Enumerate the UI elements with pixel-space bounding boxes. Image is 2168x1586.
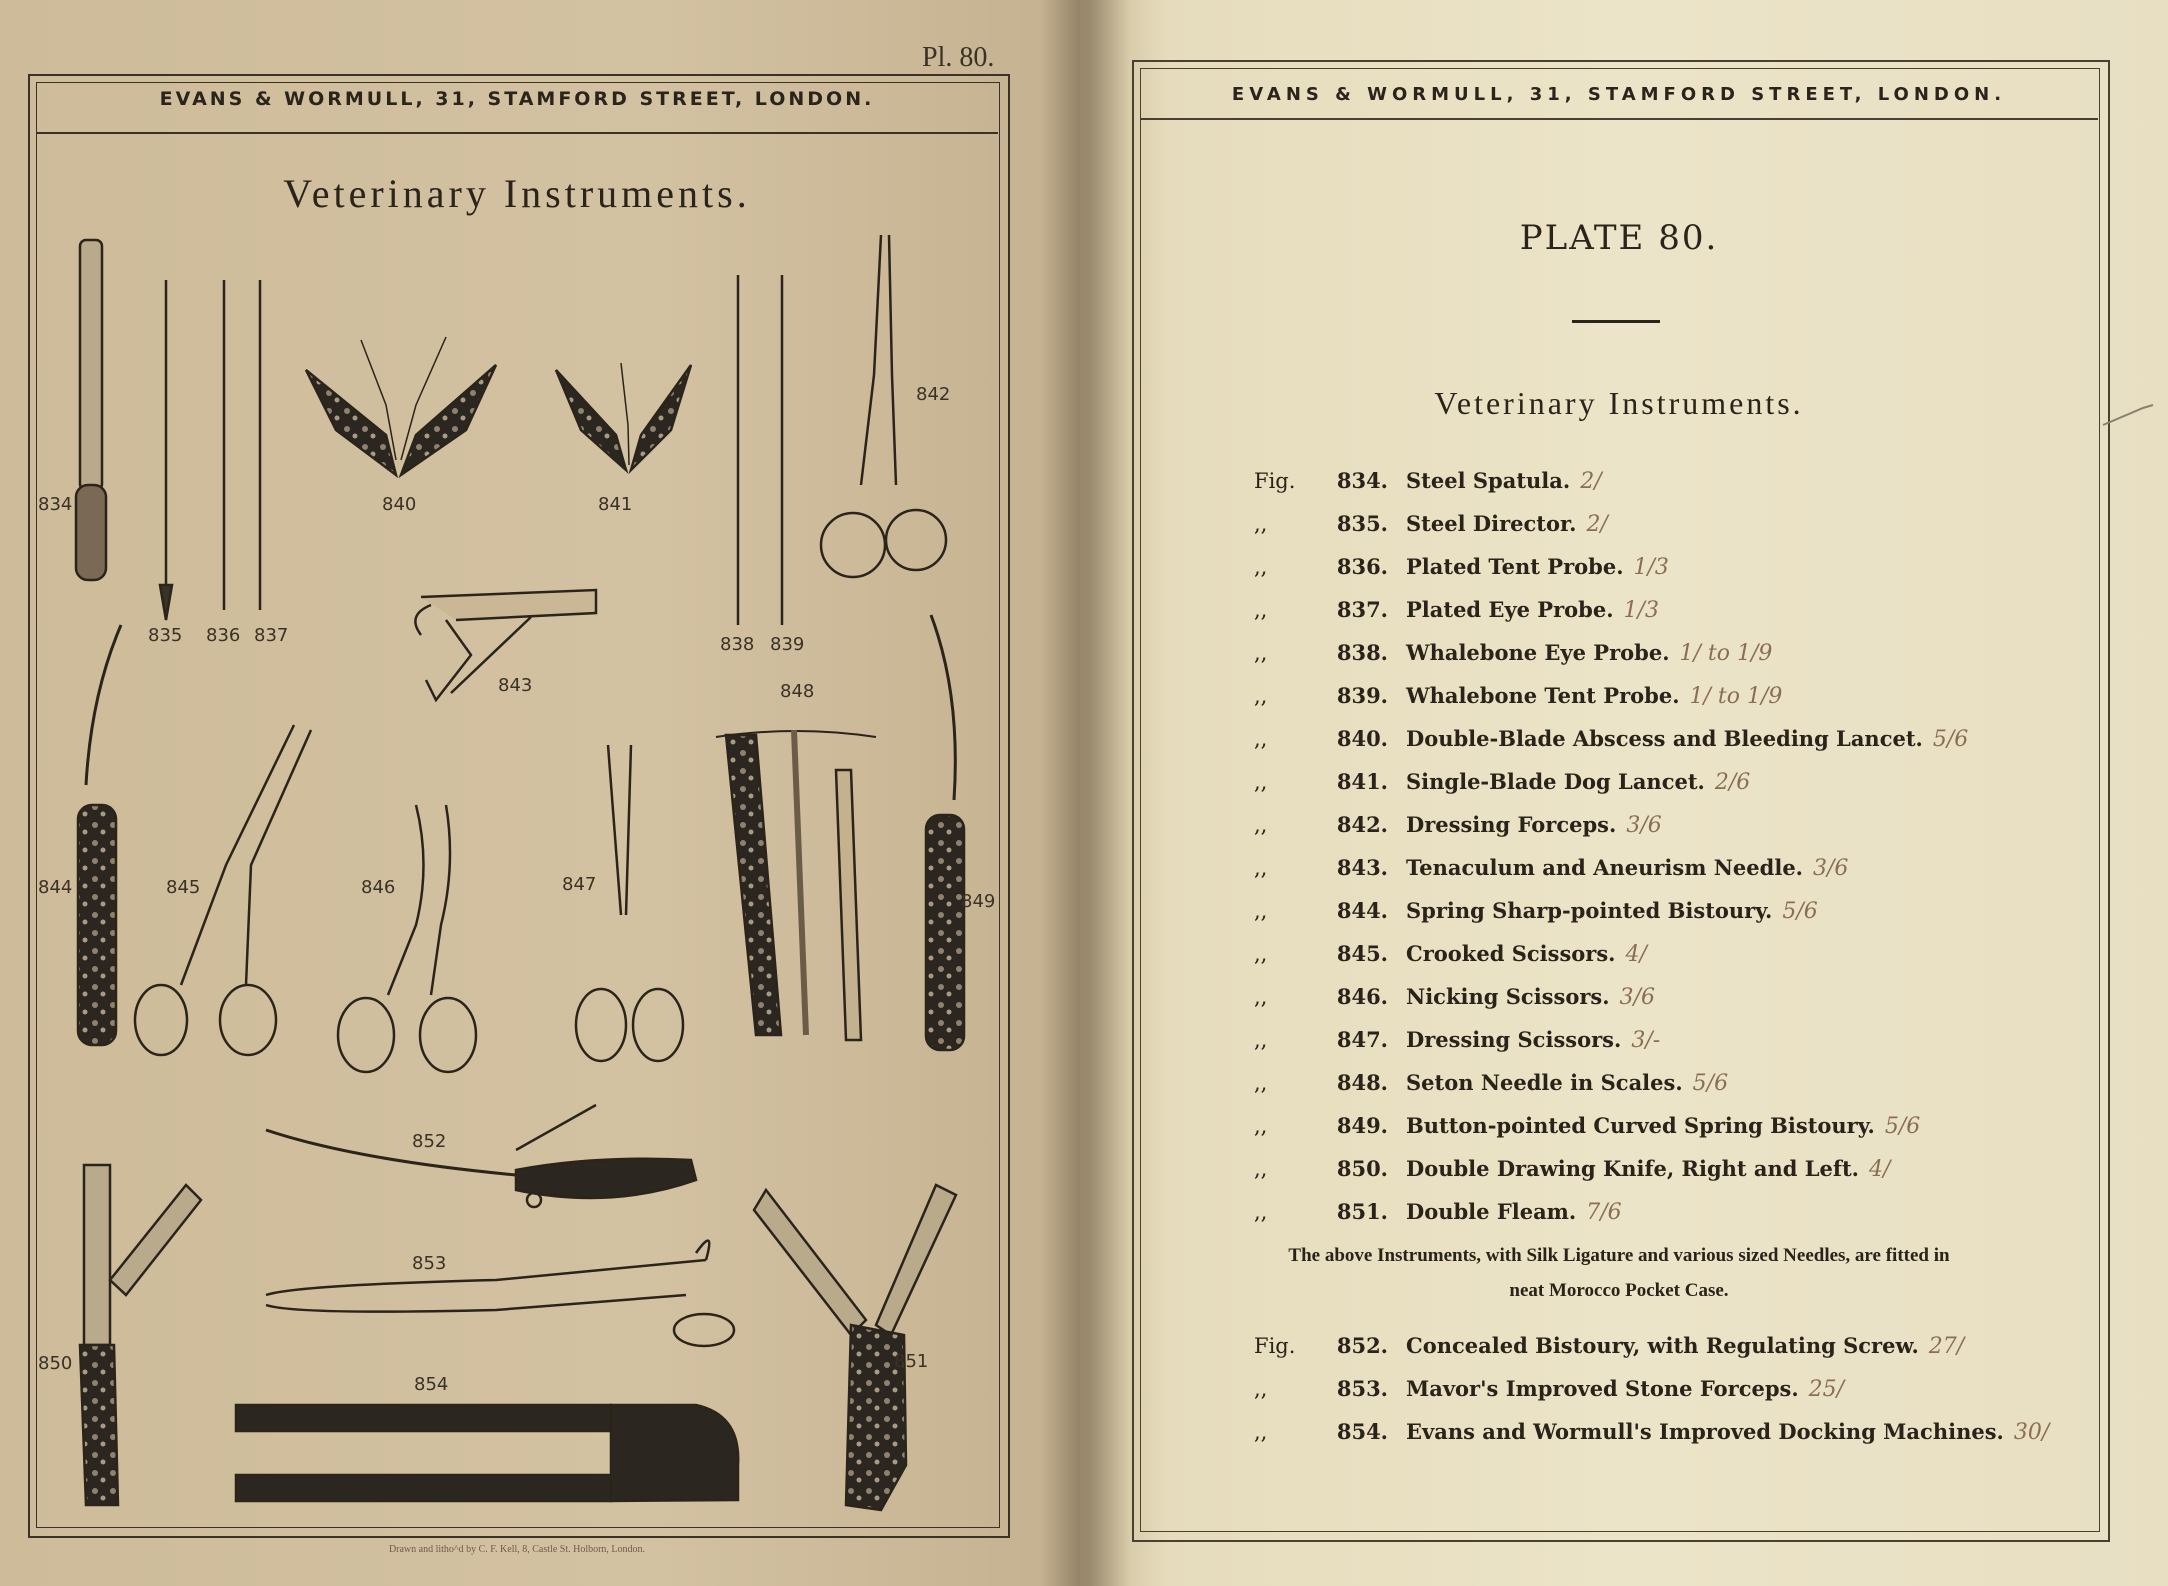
fig-label-854: 854 bbox=[414, 1374, 449, 1395]
title-rule bbox=[1572, 320, 1660, 323]
fig-label-837: 837 bbox=[254, 625, 289, 646]
list-item: ,, 845. Crooked Scissors. 4/ bbox=[1254, 941, 1647, 967]
list-item: ,, 848. Seton Needle in Scales. 5/6 bbox=[1254, 1070, 1729, 1096]
nicking-scissors-846 bbox=[338, 805, 476, 1072]
list-item: Fig. 852. Concealed Bistoury, with Regulating Screw. 27/ bbox=[1254, 1333, 1965, 1359]
list-item: ,, 843. Tenaculum and Aneurism Needle. 3/6 bbox=[1254, 855, 1849, 881]
list-item: ,, 842. Dressing Forceps. 3/6 bbox=[1254, 812, 1662, 838]
fig-label-853: 853 bbox=[412, 1253, 447, 1274]
fig-label-845: 845 bbox=[166, 877, 201, 898]
plate-title: PLATE 80. bbox=[1519, 218, 1719, 258]
list-item: ,, 847. Dressing Scissors. 3/- bbox=[1254, 1027, 1661, 1053]
list-item: ,, 851. Double Fleam. 7/6 bbox=[1254, 1199, 1622, 1225]
list-item: ,, 836. Plated Tent Probe. 1/3 bbox=[1254, 554, 1669, 580]
dressing-scissors-847 bbox=[576, 745, 683, 1061]
bistoury-849 bbox=[926, 615, 964, 1050]
left-title: Veterinary Instruments. bbox=[283, 171, 751, 216]
list-item: ,, 839. Whalebone Tent Probe. 1/ to 1/9 bbox=[1254, 683, 1783, 709]
left-header-rule bbox=[36, 132, 998, 134]
seton-needle-848 bbox=[716, 730, 876, 1040]
right-header-rule bbox=[1140, 118, 2098, 120]
fig-label-834: 834 bbox=[38, 494, 73, 515]
bistoury-844 bbox=[78, 625, 121, 1045]
fig-label-835: 835 bbox=[148, 625, 183, 646]
left-footer-credit: Drawn and litho^d by C. F. Kell, 8, Castle St. Holborn, London. bbox=[388, 1544, 646, 1555]
fig-label-836: 836 bbox=[206, 625, 241, 646]
fig-label-848: 848 bbox=[780, 681, 815, 702]
stone-forceps-853 bbox=[266, 1241, 734, 1346]
lancet-841 bbox=[556, 363, 691, 470]
case-note-line2: neat Morocco Pocket Case. bbox=[1509, 1280, 1729, 1301]
forceps-842 bbox=[821, 235, 946, 577]
fig-label-846: 846 bbox=[361, 877, 396, 898]
right-header: EVANS & WORMULL, 31, STAMFORD STREET, LONDON. bbox=[1231, 84, 2007, 105]
book-gutter bbox=[1040, 0, 1130, 1586]
list-item: ,, 854. Evans and Wormull's Improved Docking Machines. 30/ bbox=[1254, 1419, 2050, 1445]
spatula-834 bbox=[76, 240, 106, 580]
list-item: ,, 846. Nicking Scissors. 3/6 bbox=[1254, 984, 1655, 1010]
drawing-knife-850 bbox=[80, 1165, 201, 1505]
probes-835-837 bbox=[160, 280, 260, 620]
fig-label-844: 844 bbox=[38, 877, 73, 898]
fig-label-838: 838 bbox=[720, 634, 755, 655]
list-item: Fig. 834. Steel Spatula. 2/ bbox=[1254, 468, 1602, 494]
fig-label-842: 842 bbox=[916, 384, 951, 405]
fig-label-843: 843 bbox=[498, 675, 533, 696]
concealed-bistoury-852 bbox=[266, 1105, 696, 1207]
fig-label-849: 849 bbox=[961, 891, 996, 912]
fig-label-840: 840 bbox=[382, 494, 417, 515]
list-item: ,, 844. Spring Sharp-pointed Bistoury. 5/6 bbox=[1254, 898, 1818, 924]
list-item: ,, 850. Double Drawing Knife, Right and Left. 4/ bbox=[1254, 1156, 1891, 1182]
fig-label-841: 841 bbox=[598, 494, 633, 515]
right-subtitle: Veterinary Instruments. bbox=[1434, 385, 1804, 421]
lancet-840 bbox=[306, 337, 496, 475]
case-note-line1: The above Instruments, with Silk Ligature and various sized Needles, are fitted in bbox=[1288, 1245, 1950, 1266]
pencil-mark bbox=[2098, 400, 2158, 430]
fig-label-839: 839 bbox=[770, 634, 805, 655]
left-header: EVANS & WORMULL, 31, STAMFORD STREET, LONDON. bbox=[159, 88, 875, 110]
plate-number: Pl. 80. bbox=[922, 42, 995, 73]
fig-label-850: 850 bbox=[38, 1353, 73, 1374]
docking-machine-854 bbox=[236, 1405, 738, 1501]
list-item: ,, 841. Single-Blade Dog Lancet. 2/6 bbox=[1254, 769, 1751, 795]
fig-label-852: 852 bbox=[412, 1131, 447, 1152]
list-item: ,, 853. Mavor's Improved Stone Forceps. 25/ bbox=[1254, 1376, 1845, 1402]
fleam-851 bbox=[754, 1185, 956, 1510]
list-item: ,, 837. Plated Eye Probe. 1/3 bbox=[1254, 597, 1659, 623]
list-item: ,, 849. Button-pointed Curved Spring Bistoury. 5/6 bbox=[1254, 1113, 1921, 1139]
crooked-scissors-845 bbox=[135, 725, 311, 1055]
fig-label-847: 847 bbox=[562, 874, 597, 895]
list-item: ,, 840. Double-Blade Abscess and Bleeding Lancet. 5/6 bbox=[1254, 726, 1969, 752]
list-item: ,, 838. Whalebone Eye Probe. 1/ to 1/9 bbox=[1254, 640, 1773, 666]
fig-label-851: 851 bbox=[894, 1351, 929, 1372]
instrument-illustrations bbox=[36, 225, 998, 1525]
probes-838-839 bbox=[738, 275, 782, 625]
list-item: ,, 835. Steel Director. 2/ bbox=[1254, 511, 1608, 537]
